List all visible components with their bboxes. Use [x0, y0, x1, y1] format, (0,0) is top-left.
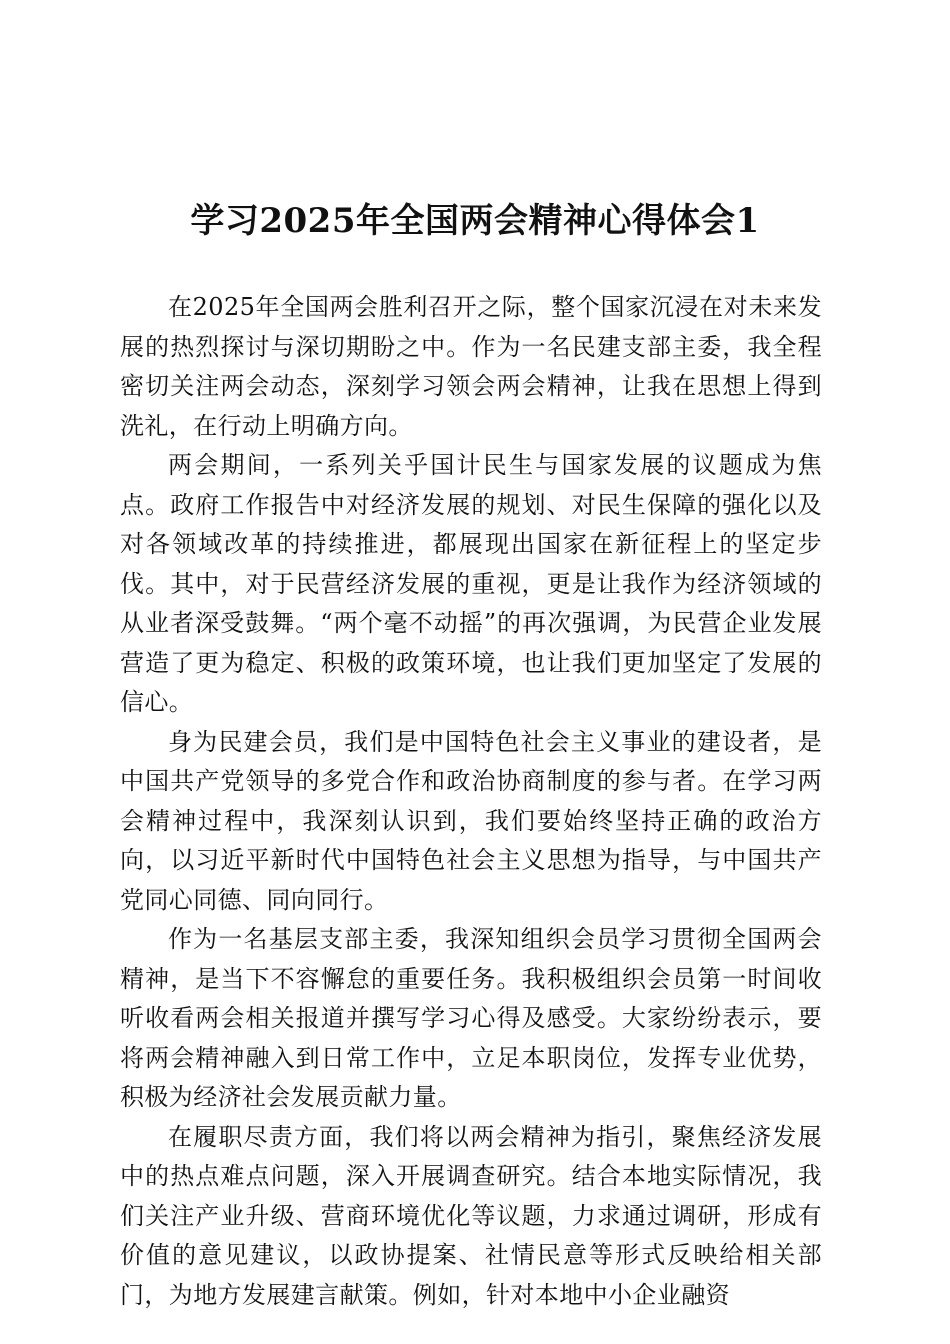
paragraph-2: 两会期间，一系列关乎国计民生与国家发展的议题成为焦点。政府工作报告中对经济发展的规划、对民生保障的强化以及对各领域改革的持续推进，都展现出国家在新征程上的坚定步伐。其中，对于民营经济发展的重视，更是让我作为经济领域的从业者深受鼓舞。“两个毫不动摇”的再次强调，为民营企业发展营造了更为稳定、积极的政策环境，也让我们更加坚定了发展的信心。 [120, 451, 822, 716]
paragraph-3: 身为民建会员，我们是中国特色社会主义事业的建设者，是中国共产党领导的多党合作和政治协商制度的参与者。在学习两会精神过程中，我深刻认识到，我们要始终坚持正确的政治方向，以习近平新时代中国特色社会主义思想为指导，与中国共产党同心同德、同向同行。 [120, 727, 822, 914]
document-title: 学习2025年全国两会精神心得体会1 [190, 201, 760, 241]
document-body [120, 288, 822, 1315]
paragraph-4: 作为一名基层支部主委，我深知组织会员学习贯彻全国两会精神，是当下不容懈怠的重要任务。我积极组织会员第一时间收听收看两会相关报道并撰写学习心得及感受。大家纷纷表示，要将两会精神融入到日常工作中，立足本职岗位，发挥专业优势，积极为经济社会发展贡献力量。 [120, 925, 822, 1111]
paragraph-1: 在2025年全国两会胜利召开之际，整个国家沉浸在对未来发展的热烈探讨与深切期盼之中。作为一名民建支部主委，我全程密切关注两会动态，深刻学习领会两会精神，让我在思想上得到洗礼，在行动上明确方向。 [120, 293, 822, 440]
paragraph-5: 在履职尽责方面，我们将以两会精神为指引，聚焦经济发展中的热点难点问题，深入开展调查研究。结合本地实际情况，我们关注产业升级、营商环境优化等议题，力求通过调研，形成有价值的意见建议，以政协提案、社情民意等形式反映给相关部门，为地方发展建言献策。例如，针对本地中小企业融资 [120, 1122, 822, 1309]
